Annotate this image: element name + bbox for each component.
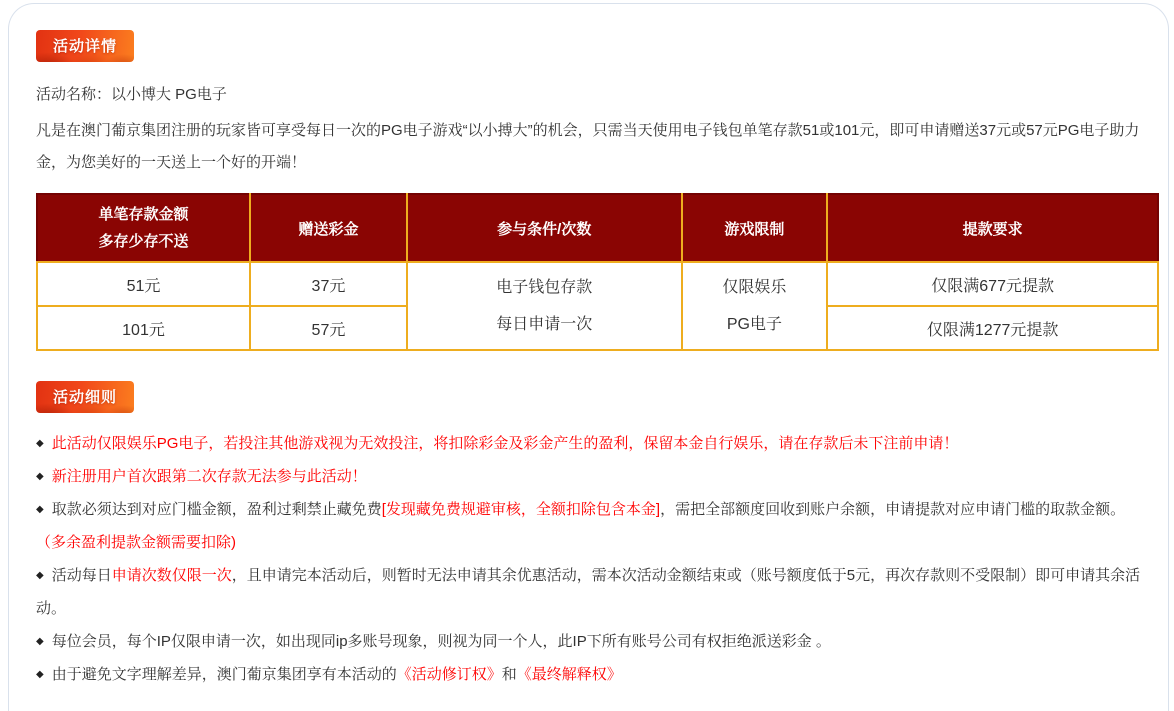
rule-text-segment: 新注册用户首次跟第二次存款无法参与此活动！	[51, 468, 367, 485]
rule-text-segment: 和	[501, 666, 517, 683]
rule-item	[36, 559, 1141, 625]
cell-game-limit-line2: PG电子	[726, 316, 782, 333]
th-withdraw-req: 提款要求	[827, 194, 1158, 262]
rule-item	[36, 427, 1141, 460]
activity-description: 凡是在澳门葡京集团注册的玩家皆可享受每日一次的PG电子游戏“以小搏大”的机会，只需当天使用电子钱包单笔存款51或101元，即可申请赠送37元或57元PG电子助力金，为您美好的一天送上一个好的开端！	[36, 122, 1140, 171]
rule-text-segment: 由于避免文字理解差异，澳门葡京集团享有本活动的	[51, 666, 397, 683]
cell-conditions	[407, 262, 682, 350]
cell-withdraw-2: 仅限满1277元提款	[827, 306, 1158, 350]
diamond-bullet-icon: ◆	[36, 570, 44, 581]
activity-name: 活动名称：以小博大 PG电子	[36, 86, 227, 103]
promo-card	[8, 3, 1169, 711]
th-deposit-amount-line2: 多存少存不送	[98, 233, 189, 250]
rule-text-segment: [发现藏免费规避审核，全额扣除包含本金]	[381, 501, 661, 518]
rule-text-segment: 活动每日	[51, 567, 112, 584]
th-deposit-amount-line1: 单笔存款金额	[98, 206, 189, 223]
th-game-limit: 游戏限制	[682, 194, 828, 262]
rule-text-segment: ，且申请完本活动后，则暂时无法申请其余优惠活动，需本次活动金额结束或（账号额度低于5元，再次存款则不受限制）即可申请其余活动。	[36, 567, 1141, 617]
cell-conditions-line2: 每日申请一次	[496, 316, 593, 333]
th-conditions: 参与条件/次数	[407, 194, 682, 262]
rule-text-segment: 每位会员，每个IP仅限申请一次，如出现同ip多账号现象，则视为同一个人，此IP下所有账号公司有权拒绝派送彩金 。	[51, 633, 831, 650]
diamond-bullet-icon: ◆	[36, 471, 44, 482]
diamond-bullet-icon: ◆	[36, 504, 44, 515]
table-row	[37, 262, 1158, 306]
diamond-bullet-icon: ◆	[36, 669, 44, 680]
rule-text-segment: 取款必须达到对应门槛金额，盈利过剩禁止藏免费	[51, 501, 382, 518]
rules-list	[36, 427, 1141, 691]
th-bonus: 赠送彩金	[250, 194, 407, 262]
rule-text-segment: 申请次数仅限一次	[111, 567, 232, 584]
cell-withdraw-1: 仅限满677元提款	[827, 262, 1158, 306]
rule-text-segment: （多余盈利提款金额需要扣除)	[36, 534, 236, 551]
details-section-banner: 活动详情	[36, 30, 134, 62]
diamond-bullet-icon: ◆	[36, 636, 44, 647]
cell-deposit-2: 101元	[37, 306, 250, 350]
promo-table	[36, 193, 1159, 351]
table-header-row	[37, 194, 1158, 262]
diamond-bullet-icon: ◆	[36, 438, 44, 449]
rule-item	[36, 493, 1141, 559]
rule-text-segment: 此活动仅限娱乐PG电子，若投注其他游戏视为无效投注，将扣除彩金及彩金产生的盈利，保留本金自行娱乐，请在存款后未下注前申请！	[51, 435, 959, 452]
cell-deposit-1: 51元	[37, 262, 250, 306]
cell-game-limit-line1: 仅限娱乐	[722, 279, 787, 296]
th-deposit-amount	[37, 194, 250, 262]
cell-bonus-2: 57元	[250, 306, 407, 350]
cell-game-limit	[682, 262, 828, 350]
cell-conditions-line1: 电子钱包存款	[496, 279, 593, 296]
rules-section-banner: 活动细则	[36, 381, 134, 413]
cell-bonus-1: 37元	[250, 262, 407, 306]
rule-item	[36, 658, 1141, 691]
rule-text-segment: ，需把全部额度回收到账户余额，申请提款对应申请门槛的取款金额。	[660, 501, 1126, 518]
rule-text-segment: 《最终解释权》	[516, 666, 622, 683]
rule-item	[36, 460, 1141, 493]
rule-text-segment: 《活动修订权》	[396, 666, 502, 683]
